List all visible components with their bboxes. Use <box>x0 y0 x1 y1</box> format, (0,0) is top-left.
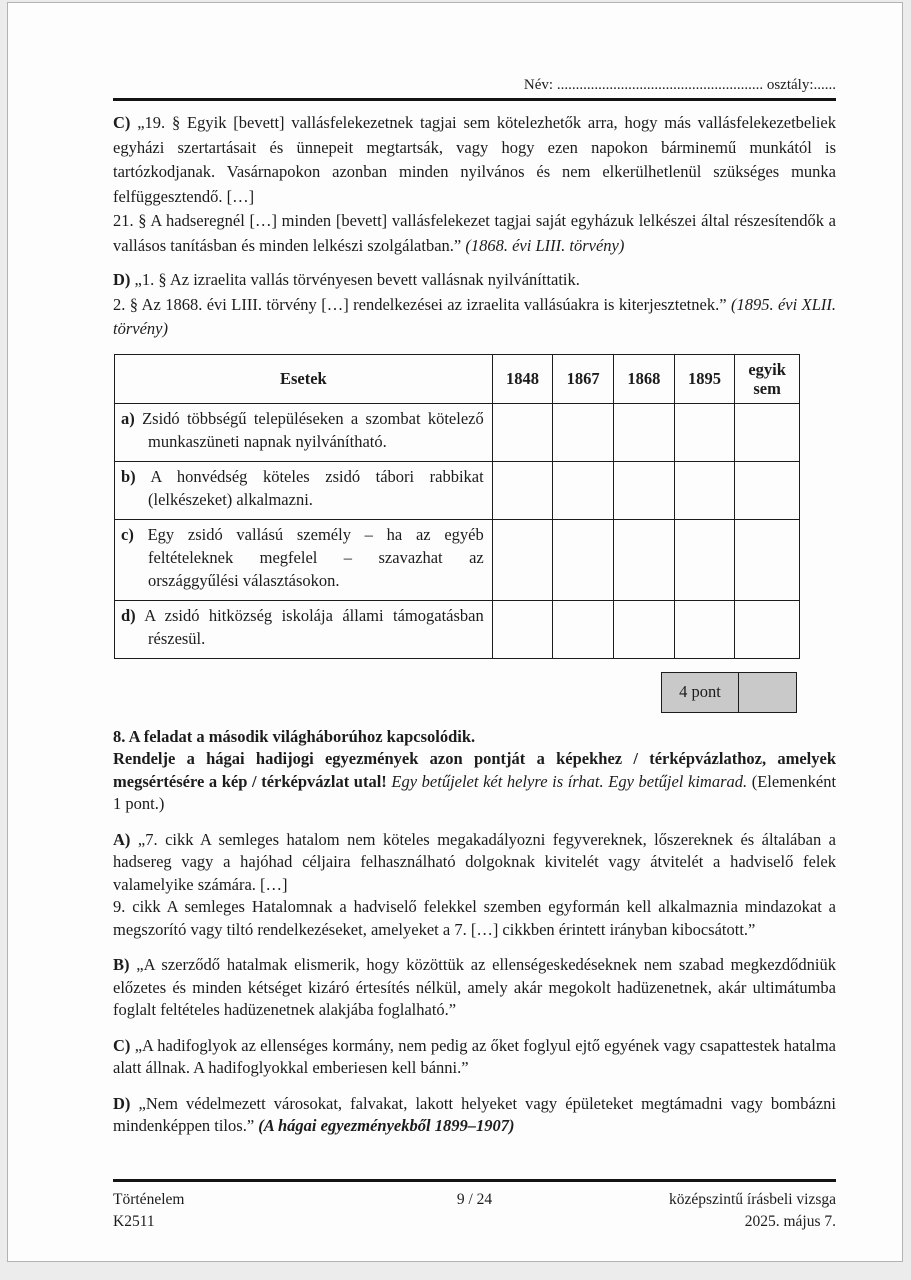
task-8-instruction-italic: Egy betűjelet két helyre is írhat. Egy betűjel kimarad. <box>391 771 748 791</box>
hague-quote-a <box>113 829 836 942</box>
quote-d-paragraph-2 <box>113 293 836 342</box>
quote-d2-label: D) <box>113 1093 131 1113</box>
table-row <box>115 461 800 519</box>
case-b-label: b) <box>121 466 136 486</box>
case-c-text: Egy zsidó vallású személy – ha az egyéb feltételeknek megfelel – szavazhat az országgyűlési választásokon. <box>147 524 484 590</box>
task-8-instruction-bold: Rendelje a hágai hadijogi egyezmények azon pontját a képekhez / térképvázlathoz, amelyek megsértésére a kép / térképvázlat utal! <box>113 749 836 791</box>
quote-c-text-1: „19. § Egyik [bevett] vallásfelekezetnek tagjai sem kötelezhetők arra, hogy más vallásfelekezetbeliek egyházi szertartásait és ünnepeit megtartsák, vagy hogy ezen napokon bárminemű munkától is tartózkodjanak. Vasárnapokon azonban minden nyilvános és nem elkerülhetlenül szükséges munka felfüggesztendő. […] <box>113 113 836 206</box>
quote-d-text-2: 2. § Az 1868. évi LIII. törvény […] rendelkezései az izraelita vallásúakra is kiterjesztetnek.” <box>113 294 727 314</box>
task-8-instruction <box>113 748 836 816</box>
quote-d2-text: „Nem védelmezett városokat, falvakat, lakott helyeket vagy épületeket megtámadni vagy bombázni mindenképpen tilos.” <box>113 1093 837 1135</box>
footer-right-block <box>595 1189 836 1233</box>
table-row <box>115 600 800 658</box>
quote-c-label: C) <box>113 113 131 132</box>
answer-cell <box>614 519 675 600</box>
footer-date: 2025. május 7. <box>744 1213 836 1230</box>
hague-quote-c <box>113 1035 836 1080</box>
quote-b2-label: B) <box>113 955 130 974</box>
answer-cell <box>674 519 735 600</box>
task-8-intro <box>113 726 836 816</box>
answer-cell <box>674 461 735 519</box>
case-d-text: A zsidó hitközség iskolája állami támogatásban részesül. <box>144 605 484 648</box>
column-header-1848: 1848 <box>492 354 553 403</box>
source-quote-c <box>113 111 836 258</box>
points-label-cell: 4 pont <box>662 673 739 712</box>
answer-cell <box>735 600 800 658</box>
answer-cell <box>674 600 735 658</box>
quote-c-paragraph-1 <box>113 111 836 209</box>
case-d-label: d) <box>121 605 136 625</box>
answer-cell <box>492 461 553 519</box>
answer-cell <box>735 403 800 461</box>
column-header-1895: 1895 <box>674 354 735 403</box>
quote-b2-text: „A szerződő hatalmak elismerik, hogy közöttük az ellenségeskedéseknek nem szabad megkezdődniük előzetes és minden kétséget kizáró értesítés nélkül, amely akár megokolt hadüzenetnek, akár ultimátumba foglalt feltételes hadüzenetnek alakjába foglalható.” <box>113 955 837 1019</box>
case-c-cell <box>115 519 493 600</box>
answer-cell <box>614 461 675 519</box>
quote-a2-text-2: 9. cikk A semleges Hatalomnak a hadviselő felekkel szemben egyformán kell alkalmaznia mindazokat a megszorító vagy tiltó rendelkezéseket, amelyeket a 7. […] cikkben érintett irányban kibocsátott.” <box>113 897 836 939</box>
quote-c2-text: „A hadifoglyok az ellenséges kormány, nem pedig az őket foglyul ejtő egyének vagy csapattestek hatalma alatt állnak. A hadifoglyokkal emberiesen kell bánni.” <box>113 1035 837 1077</box>
column-header-esetek: Esetek <box>115 354 493 403</box>
column-header-1868: 1868 <box>614 354 675 403</box>
case-a-text: Zsidó többségű településeken a szombat kötelező munkaszüneti napnak nyilvánítható. <box>142 408 484 451</box>
page-content <box>113 3 836 1138</box>
answer-cell <box>492 600 553 658</box>
case-a-label: a) <box>121 408 135 428</box>
points-box <box>661 672 797 713</box>
case-a-cell <box>115 403 493 461</box>
table-row <box>115 519 800 600</box>
points-row <box>113 672 797 713</box>
case-b-text: A honvédség köteles zsidó tábori rabbikat (lelkészeket) alkalmazni. <box>148 466 484 509</box>
table-header-row <box>115 354 800 403</box>
cases-answer-table <box>114 354 800 659</box>
task-8-heading: 8. A feladat a második világháborúhoz kapcsolódik. <box>113 726 476 746</box>
column-header-1867: 1867 <box>553 354 614 403</box>
hague-quote-b <box>113 954 836 1022</box>
case-c-label: c) <box>121 524 134 544</box>
quote-d-label: D) <box>113 270 131 289</box>
answer-cell <box>553 519 614 600</box>
answer-cell <box>735 519 800 600</box>
quote-b2-paragraph <box>113 954 836 1022</box>
footer-subject: Történelem <box>113 1191 185 1208</box>
footer-page-number: 9 / 24 <box>456 1191 493 1208</box>
page-footer <box>113 1179 836 1233</box>
task-8-instruction-plain: (Elemenként 1 pont.) <box>113 771 837 813</box>
quote-d-text-1: „1. § Az izraelita vallás törvényesen bevett vallásnak nyilváníttatik. <box>134 270 580 289</box>
quote-c2-paragraph <box>113 1035 836 1080</box>
quote-d-source: (1895. évi XLII. törvény) <box>113 294 836 338</box>
quote-a2-label: A) <box>113 829 131 849</box>
case-d-cell <box>115 600 493 658</box>
answer-cell <box>553 461 614 519</box>
footer-left-block <box>113 1189 354 1233</box>
answer-cell <box>614 600 675 658</box>
answer-cell <box>553 403 614 461</box>
points-score-cell <box>739 673 796 712</box>
quote-a2-paragraph-2 <box>113 896 836 941</box>
quote-a2-paragraph-1 <box>113 829 836 897</box>
answer-cell <box>492 403 553 461</box>
quote-c-paragraph-2 <box>113 209 836 258</box>
footer-exam-type: középszintű írásbeli vizsga <box>668 1191 836 1208</box>
quote-c-text-2: 21. § A hadseregnél […] minden [bevett] vallásfelekezet tagjai saját egyházuk lelkészei által részesítendők a vallásos tanításban és minden lelkészi szolgálatban.” <box>113 211 836 255</box>
quote-c2-label: C) <box>113 1035 131 1055</box>
header-divider-rule <box>113 98 836 101</box>
quote-d2-paragraph <box>113 1093 836 1138</box>
case-b-cell <box>115 461 493 519</box>
table-row <box>115 403 800 461</box>
answer-cell <box>553 600 614 658</box>
footer-divider-rule <box>113 1179 836 1182</box>
answer-cell <box>492 519 553 600</box>
footer-code: K2511 <box>113 1213 155 1230</box>
quote-c-source: (1868. évi LIII. törvény) <box>465 235 625 255</box>
source-quote-d <box>113 268 836 342</box>
quote-d2-source: (A hágai egyezményekből 1899–1907) <box>258 1116 515 1135</box>
answer-cell <box>614 403 675 461</box>
hague-quote-d <box>113 1093 836 1138</box>
column-header-egyik-sem: egyik sem <box>735 354 800 403</box>
name-class-fill-line: Név: ....................................................... osztály:...... <box>523 77 836 93</box>
answer-cell <box>674 403 735 461</box>
quote-a2-text-1: „7. cikk A semleges hatalom nem köteles megakadályozni fegyvereknek, lőszereknek és általában a hadsereg vagy a hajóhad céljaira felhasználható dolgoknak kivitelét vagy átvitelét a hadviselő felek valamelyike számára. […] <box>113 829 837 894</box>
exam-document-page <box>7 2 903 1262</box>
quote-d-paragraph-1 <box>113 268 836 293</box>
answer-cell <box>735 461 800 519</box>
